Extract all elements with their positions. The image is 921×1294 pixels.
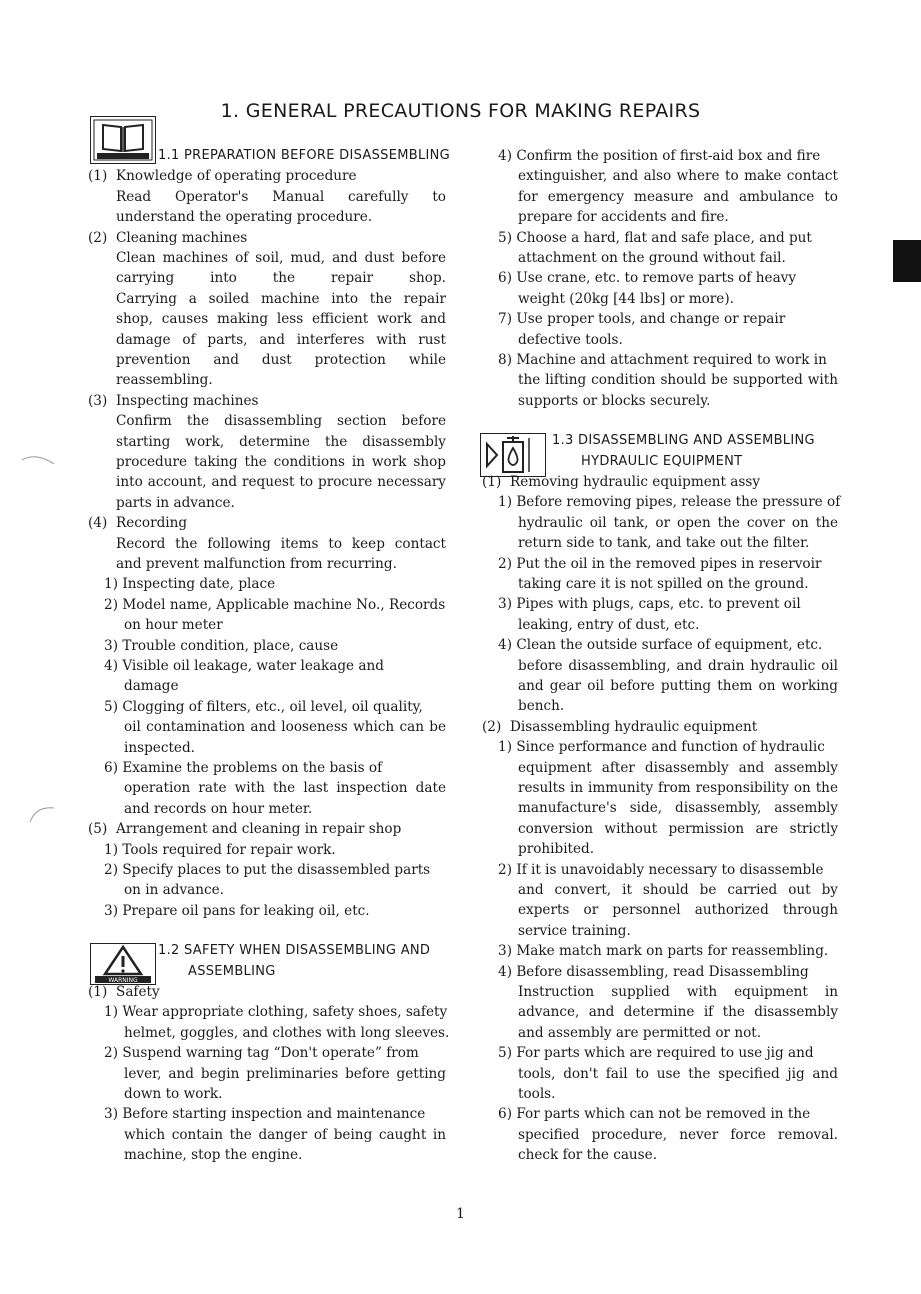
item-text: Wear appropriate clothing, safety shoes, safety [118, 1004, 448, 1021]
text-line: before disassembling, and drain hydraulic oil [518, 657, 838, 674]
text-line [88, 574, 446, 594]
page-title: 1. GENERAL PRECAUTIONS FOR MAKING REPAIRS [220, 100, 701, 122]
text-line: supports or blocks securely. [518, 392, 711, 409]
text-line: understand the operating procedure. [116, 209, 373, 226]
text-line: Clean machines of soil, mud, and dust before [116, 250, 446, 266]
item-text: Choose a hard, flat and safe place, and put [512, 229, 812, 246]
section-heading-1-3-line2: HYDRAULIC EQUIPMENT [581, 453, 743, 469]
text-line [482, 962, 838, 982]
text-line: shop, causes making less efficient work and [116, 311, 446, 328]
item-text: Model name, Applicable machine No., Records [118, 596, 446, 613]
text-line [482, 1043, 838, 1063]
text-line: down to work. [124, 1086, 223, 1103]
item-marker: (5) [88, 821, 108, 838]
text-line: machine, stop the engine. [124, 1147, 303, 1164]
text-line: reassembling. [116, 372, 213, 389]
text-line [482, 268, 838, 288]
item-marker: 3) [104, 1106, 118, 1123]
warning-caption: WARNING [108, 977, 138, 985]
page-number: 1 [456, 1206, 465, 1222]
item-marker: 5) [104, 698, 118, 715]
text-line: for emergency measure and ambulance to [518, 188, 838, 205]
item-text: Clogging of filters, etc., oil level, oil quality, [118, 698, 423, 715]
item-text: Arrangement and cleaning in repair shop [116, 821, 402, 838]
text-line [88, 595, 446, 615]
text-line: weight (20kg [44 lbs] or more). [518, 290, 734, 307]
text-line [88, 982, 446, 1002]
text-line [482, 146, 838, 166]
item-marker: (2) [482, 718, 502, 735]
item-text: Before disassembling, read Disassembling [512, 963, 809, 980]
item-marker: 2) [104, 1045, 118, 1062]
item-marker: 8) [498, 352, 512, 369]
scan-mark [20, 448, 60, 468]
text-line [482, 309, 838, 329]
item-marker: 1) [498, 739, 512, 756]
text-line [482, 554, 838, 574]
text-line: specified procedure, never force removal. [518, 1126, 838, 1143]
text-line [482, 941, 838, 961]
text-line: Read Operator's Manual carefully to [116, 188, 446, 205]
section-heading-1-1: 1.1 PREPARATION BEFORE DISASSEMBLING [158, 148, 451, 163]
item-marker: (1) [482, 474, 502, 491]
item-marker: (4) [88, 515, 108, 532]
item-marker: 5) [498, 229, 512, 246]
text-line: service training. [518, 922, 631, 939]
item-text: Recording [116, 515, 188, 532]
warning-triangle-icon [90, 943, 156, 985]
item-text: Inspecting date, place [118, 576, 276, 593]
text-line: starting work, determine the disassembly [116, 433, 446, 450]
text-line: taking care it is not spilled on the ground. [518, 576, 809, 593]
section-heading-1-2-line1: 1.2 SAFETY WHEN DISASSEMBLING AND [158, 943, 431, 959]
text-line: bench. [518, 698, 565, 715]
item-text: Tools required for repair work. [118, 841, 336, 858]
section-1-2-continued [482, 146, 838, 411]
item-marker: 2) [498, 861, 512, 878]
text-line [88, 758, 446, 778]
text-line: check for the cause. [518, 1147, 658, 1164]
text-line [482, 594, 838, 614]
item-marker: 1) [104, 1004, 118, 1021]
item-marker: (1) [88, 984, 108, 1000]
item-marker: (3) [88, 392, 108, 409]
item-text: Clean the outside surface of equipment, etc. [512, 637, 823, 654]
text-line [88, 228, 446, 248]
text-line [482, 635, 838, 655]
section-1-2-body [88, 982, 450, 1166]
text-line [88, 656, 446, 676]
text-line: extinguisher, and also where to make contact [518, 168, 838, 185]
item-marker: 2) [104, 596, 118, 613]
text-line: Carrying a soiled machine into the repair [116, 290, 446, 307]
item-marker: 2) [104, 861, 118, 878]
text-line: results in immunity from responsibility on the [518, 780, 838, 797]
text-line [88, 1043, 446, 1063]
text-line: return side to tank, and take out the filter. [518, 535, 810, 552]
text-line [88, 840, 446, 860]
text-line: damage of parts, and interferes with rust [116, 331, 446, 348]
item-marker: 2) [498, 555, 512, 572]
text-line: defective tools. [518, 331, 623, 348]
item-marker: 5) [498, 1045, 512, 1062]
item-text: Trouble condition, place, cause [118, 637, 339, 654]
item-marker: 1) [104, 841, 118, 858]
text-line: leaking, entry of dust, etc. [518, 616, 700, 633]
item-marker: 3) [104, 902, 118, 919]
text-line: prepare for accidents and fire. [518, 209, 729, 226]
text-line [88, 636, 446, 656]
item-marker: 7) [498, 311, 512, 328]
text-line: on in advance. [124, 882, 225, 899]
text-line [482, 472, 838, 492]
item-text: Removing hydraulic equipment assy [510, 474, 761, 491]
section-heading-1-2-line2: ASSEMBLING [188, 963, 276, 979]
text-line [482, 717, 838, 737]
text-line: on hour meter [124, 617, 223, 634]
text-line [88, 513, 446, 533]
item-text: Suspend warning tag “Don't operate” from [118, 1045, 419, 1062]
text-line: attachment on the ground without fail. [518, 250, 786, 266]
text-line: hydraulic oil tank, or open the cover on the [518, 514, 838, 531]
text-line: and gear oil before putting them on working [518, 678, 838, 695]
scan-mark [26, 800, 62, 830]
text-line: Confirm the disassembling section before [116, 413, 446, 430]
item-marker: 1) [498, 494, 512, 511]
text-line: the lifting condition should be supported with [518, 372, 838, 389]
text-line [482, 492, 841, 512]
text-line: prevention and dust protection while [116, 351, 446, 368]
item-text: Put the oil in the removed pipes in reservoir [512, 555, 822, 572]
item-text: For parts which are required to use jig and [512, 1045, 814, 1062]
item-text: Since performance and function of hydraulic [512, 739, 825, 756]
text-line [482, 1104, 838, 1124]
text-line: conversion without permission are strictly [518, 820, 838, 837]
text-line [482, 860, 838, 880]
item-marker: 4) [498, 637, 512, 654]
text-line: manufacture's side, disassembly, assembly [518, 800, 838, 817]
item-text: Visible oil leakage, water leakage and [118, 657, 384, 674]
section-1-3-body [482, 472, 841, 1166]
item-text: Machine and attachment required to work in [512, 352, 827, 369]
text-line: experts or personnel authorized through [518, 902, 838, 919]
text-line [88, 860, 446, 880]
item-text: If it is unavoidably necessary to disassemble [512, 861, 824, 878]
book-icon [90, 116, 156, 164]
item-text: Knowledge of operating procedure [116, 168, 357, 185]
text-line [482, 350, 838, 370]
text-line: helmet, goggles, and clothes with long sleeves. [124, 1024, 450, 1041]
item-marker: 1) [104, 576, 118, 593]
left-column [88, 146, 451, 1166]
item-marker: (1) [88, 168, 108, 185]
section-1-1-body [88, 166, 446, 921]
text-line [482, 228, 838, 248]
text-line [88, 1104, 446, 1124]
item-text: Prepare oil pans for leaking oil, etc. [118, 902, 370, 919]
item-text: Cleaning machines [116, 229, 248, 246]
item-text: Use crane, etc. to remove parts of heavy [512, 270, 797, 287]
text-line [88, 697, 446, 717]
item-marker: 4) [104, 657, 118, 674]
item-text: For parts which can not be removed in the [512, 1106, 811, 1123]
right-column [482, 146, 841, 1166]
text-line: procedure taking the conditions in work shop [116, 453, 446, 470]
item-text: Make match mark on parts for reassembling. [512, 943, 829, 960]
item-marker: 3) [104, 637, 118, 654]
item-text: Specify places to put the disassembled parts [118, 861, 431, 878]
item-marker: 6) [104, 759, 118, 776]
section-tab-marker [893, 240, 921, 282]
text-line: tools, don't fail to use the specified jig and [518, 1065, 838, 1082]
item-text: Pipes with plugs, caps, etc. to prevent oil [512, 596, 801, 613]
text-line: tools. [518, 1086, 556, 1103]
item-marker: 6) [498, 1106, 512, 1123]
text-line: and records on hour meter. [124, 800, 313, 817]
text-line [482, 737, 838, 757]
text-line: prohibited. [518, 841, 595, 858]
text-line: and prevent malfunction from recurring. [116, 555, 397, 572]
item-marker: 3) [498, 596, 512, 613]
item-text: Safety [116, 984, 160, 1000]
item-text: Confirm the position of first-aid box and fire [512, 148, 821, 164]
item-text: Examine the problems on the basis of [118, 759, 383, 776]
item-marker: (2) [88, 229, 108, 246]
text-line: and convert, it should be carried out by [518, 882, 838, 899]
text-line: which contain the danger of being caught in [124, 1126, 446, 1143]
text-line: carrying into the repair shop. [116, 270, 446, 287]
text-line: lever, and begin preliminaries before getting [124, 1065, 446, 1082]
text-line: inspected. [124, 739, 195, 756]
text-line [88, 1002, 446, 1022]
item-marker: 4) [498, 963, 512, 980]
item-text: Before starting inspection and maintenance [118, 1106, 426, 1123]
text-line: advance, and determine if the disassembly [518, 1004, 838, 1021]
text-line: and assembly are permitted or not. [518, 1024, 762, 1041]
text-line [88, 901, 446, 921]
text-line: equipment after disassembly and assembly [518, 759, 838, 776]
hydraulic-oil-icon [480, 433, 546, 477]
text-line: damage [124, 678, 179, 695]
text-line: Record the following items to keep contact [116, 535, 446, 552]
item-text: Before removing pipes, release the pressure of [512, 494, 841, 511]
text-line [88, 819, 446, 839]
text-line: into account, and request to procure necessary [116, 474, 446, 491]
text-line: parts in advance. [116, 494, 235, 511]
text-line: operation rate with the last inspection date [124, 780, 446, 797]
item-marker: 3) [498, 943, 512, 960]
text-line [88, 166, 446, 186]
item-text: Disassembling hydraulic equipment [510, 718, 758, 735]
section-heading-1-3-line1: 1.3 DISASSEMBLING AND ASSEMBLING [552, 433, 815, 449]
text-line [88, 391, 446, 411]
item-marker: 6) [498, 270, 512, 287]
item-text: Use proper tools, and change or repair [512, 311, 786, 328]
text-line: oil contamination and looseness which can be [124, 719, 446, 736]
item-marker: 4) [498, 148, 512, 164]
text-line: Instruction supplied with equipment in [518, 984, 838, 1001]
item-text: Inspecting machines [116, 392, 259, 409]
